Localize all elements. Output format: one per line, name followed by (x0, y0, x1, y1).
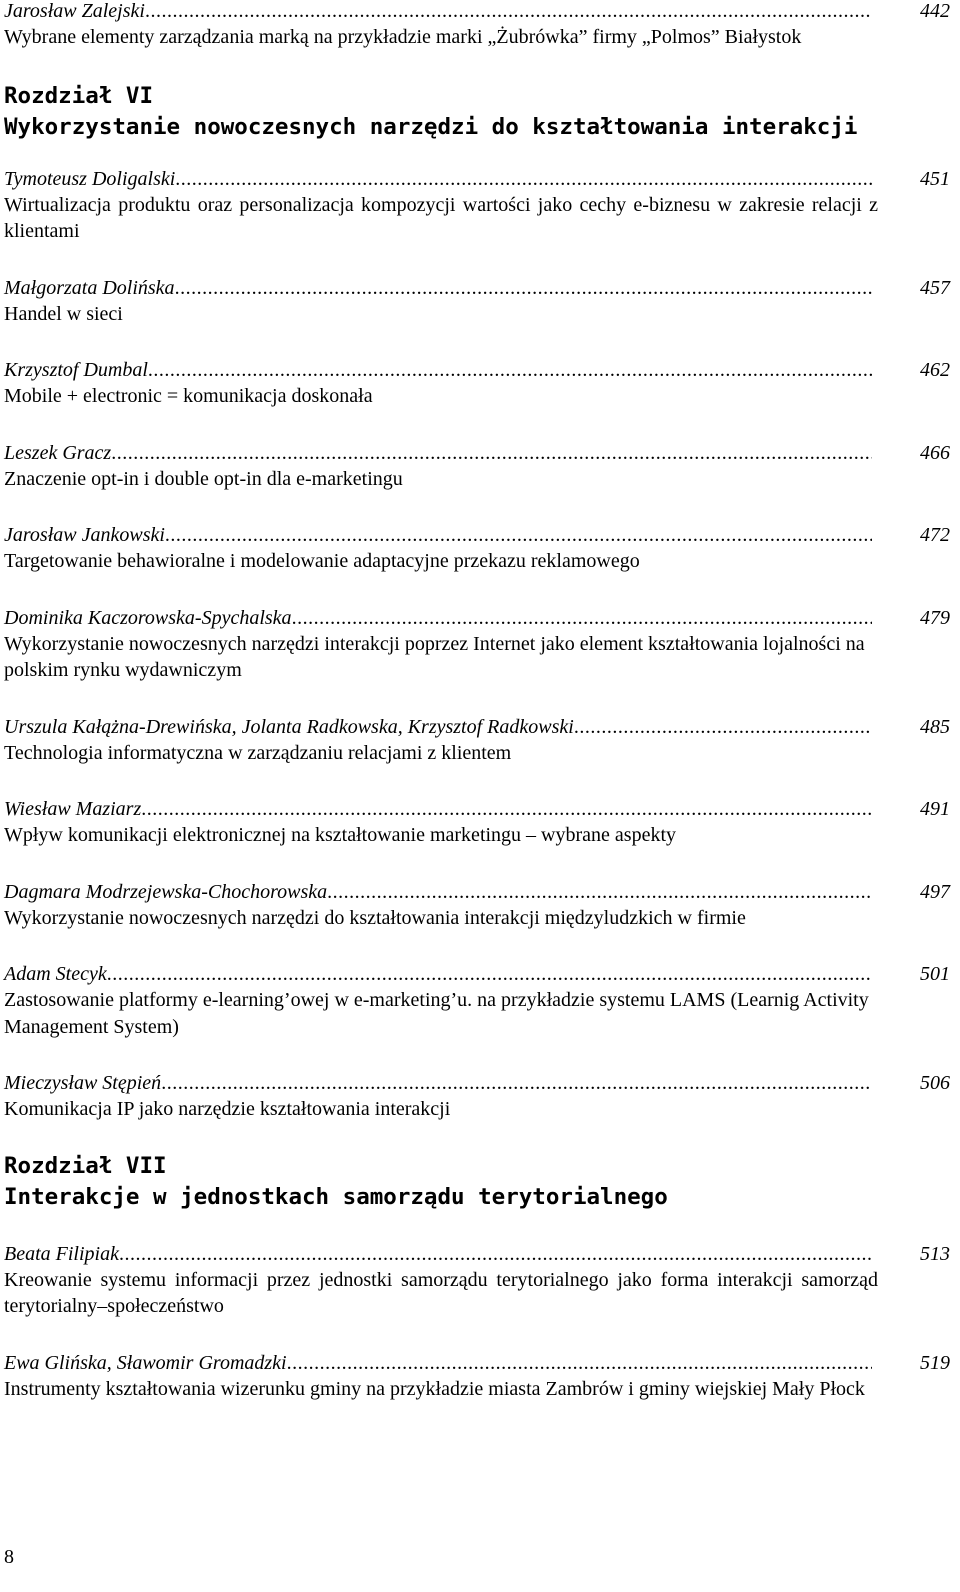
author-line (4, 0, 950, 24)
chapter-number: Rozdział VII (4, 1152, 167, 1179)
toc-entry (4, 166, 950, 245)
entry-author: Mieczysław Stępień (4, 1072, 162, 1094)
toc-entry (4, 1350, 950, 1403)
entry-page-number: 479 (920, 606, 950, 629)
entry-title: Handel w sieci (4, 302, 123, 325)
entry-title: Zastosowanie platformy e-learning’owej w e-marketing’u. na przykładzie systemu LAMS (Learnig Activity Management System) (4, 989, 869, 1038)
entry-author: Leszek Gracz (4, 441, 112, 464)
author-line (4, 440, 950, 466)
dot-leader (175, 275, 872, 301)
dot-leader (148, 357, 872, 383)
entry-author: Wiesław Maziarz (4, 798, 142, 820)
toc-entry (4, 1070, 950, 1123)
entry-title: Wirtualizacja produktu oraz personalizacja kompozycji wartości jako cechy e-biznesu w zakresie relacji z klientami (4, 193, 878, 242)
page-number: 8 (4, 1546, 14, 1568)
entry-title: Technologia informatyczna w zarządzaniu relacjami z klientem (4, 741, 512, 764)
toc-entry (4, 1241, 950, 1320)
entry-page-number: 491 (920, 798, 950, 820)
entry-page-number: 472 (920, 524, 950, 546)
dot-leader (145, 0, 872, 24)
dot-leader (107, 961, 872, 987)
toc-entry (4, 440, 950, 493)
entry-page-number: 451 (920, 167, 950, 190)
author-line (4, 1070, 950, 1096)
entry-title: Mobile + electronic = komunikacja doskonała (4, 385, 373, 407)
entry-author: Ewa Glińska, Sławomir Gromadzki (4, 1351, 287, 1374)
author-line (4, 714, 950, 740)
entry-title: Wykorzystanie nowoczesnych narzędzi interakcji poprzez Internet jako element kształtowania lojalności na polskim rynku wydawniczym (4, 632, 865, 681)
dot-leader (175, 166, 872, 192)
entry-page-number: 497 (920, 880, 950, 903)
dot-leader (327, 879, 872, 905)
entry-title: Wybrane elementy zarządzania marką na przykładzie marki „Żubrówka” firmy „Polmos” Białystok (4, 26, 802, 48)
chapter-title: Wykorzystanie nowoczesnych narzędzi do kształtowania interakcji (4, 113, 858, 140)
entry-title: Instrumenty kształtowania wizerunku gminy na przykładzie miasta Zambrów i gminy wiejskiej Mały Płock (4, 1377, 865, 1400)
toc-entry (4, 522, 950, 575)
entry-title: Znaczenie opt-in i double opt-in dla e-marketingu (4, 467, 403, 490)
table-of-contents (4, 0, 950, 1402)
toc-entry (4, 961, 950, 1040)
entry-author: Beata Filipiak (4, 1242, 119, 1265)
dot-leader (161, 1070, 872, 1096)
entry-title: Wpływ komunikacji elektronicznej na kształtowanie marketingu – wybrane aspekty (4, 824, 677, 846)
entry-author: Adam Stecyk (4, 963, 107, 985)
dot-leader (141, 796, 872, 822)
entry-author: Tymoteusz Doligalski (4, 167, 176, 190)
author-line (4, 357, 950, 383)
toc-entry (4, 879, 950, 932)
chapter-title: Interakcje w jednostkach samorządu terytorialnego (4, 1183, 668, 1210)
entry-author: Jarosław Jankowski (4, 524, 165, 546)
author-line (4, 961, 950, 987)
entry-author: Małgorzata Dolińska (4, 276, 175, 299)
author-line (4, 1241, 950, 1267)
entry-page-number: 485 (920, 715, 950, 738)
author-line (4, 1350, 950, 1376)
author-line (4, 879, 950, 905)
entry-title: Komunikacja IP jako narzędzie kształtowania interakcji (4, 1098, 451, 1120)
entry-title: Targetowanie behawioralne i modelowanie adaptacyjne przekazu reklamowego (4, 550, 640, 572)
entry-title: Wykorzystanie nowoczesnych narzędzi do kształtowania interakcji międzyludzkich w firmie (4, 906, 746, 929)
entry-page-number: 462 (920, 359, 950, 381)
entry-page-number: 513 (920, 1242, 950, 1265)
toc-entry (4, 357, 950, 410)
author-line (4, 522, 950, 548)
chapter-heading (4, 81, 950, 143)
dot-leader (119, 1241, 872, 1267)
chapter-heading (4, 1151, 950, 1213)
author-line (4, 166, 950, 192)
entry-author: Dagmara Modrzejewska-Chochorowska (4, 880, 328, 903)
dot-leader (165, 522, 872, 548)
author-line (4, 605, 950, 631)
dot-leader (574, 714, 872, 740)
toc-entry (4, 605, 950, 684)
toc-entry (4, 714, 950, 767)
toc-entry (4, 275, 950, 328)
entry-page-number: 506 (920, 1072, 950, 1094)
author-line (4, 275, 950, 301)
entry-page-number: 442 (920, 0, 950, 22)
entry-author: Jarosław Zalejski (4, 0, 145, 22)
entry-page-number: 501 (920, 963, 950, 985)
dot-leader (287, 1350, 872, 1376)
entry-page-number: 466 (920, 441, 950, 464)
dot-leader (111, 440, 872, 466)
entry-author: Dominika Kaczorowska-Spychalska (4, 606, 292, 629)
entry-page-number: 457 (920, 276, 950, 299)
entry-title: Kreowanie systemu informacji przez jednostki samorządu terytorialnego jako forma interakcji samorząd terytorialny–społeczeństwo (4, 1268, 878, 1317)
toc-entry (4, 0, 950, 51)
entry-page-number: 519 (920, 1351, 950, 1374)
entry-author: Urszula Kałążna-Drewińska, Jolanta Radkowska, Krzysztof Radkowski (4, 715, 574, 738)
author-line (4, 796, 950, 822)
chapter-number: Rozdział VI (4, 82, 154, 109)
entry-author: Krzysztof Dumbal (4, 359, 148, 381)
dot-leader (292, 605, 872, 631)
toc-entry (4, 796, 950, 849)
